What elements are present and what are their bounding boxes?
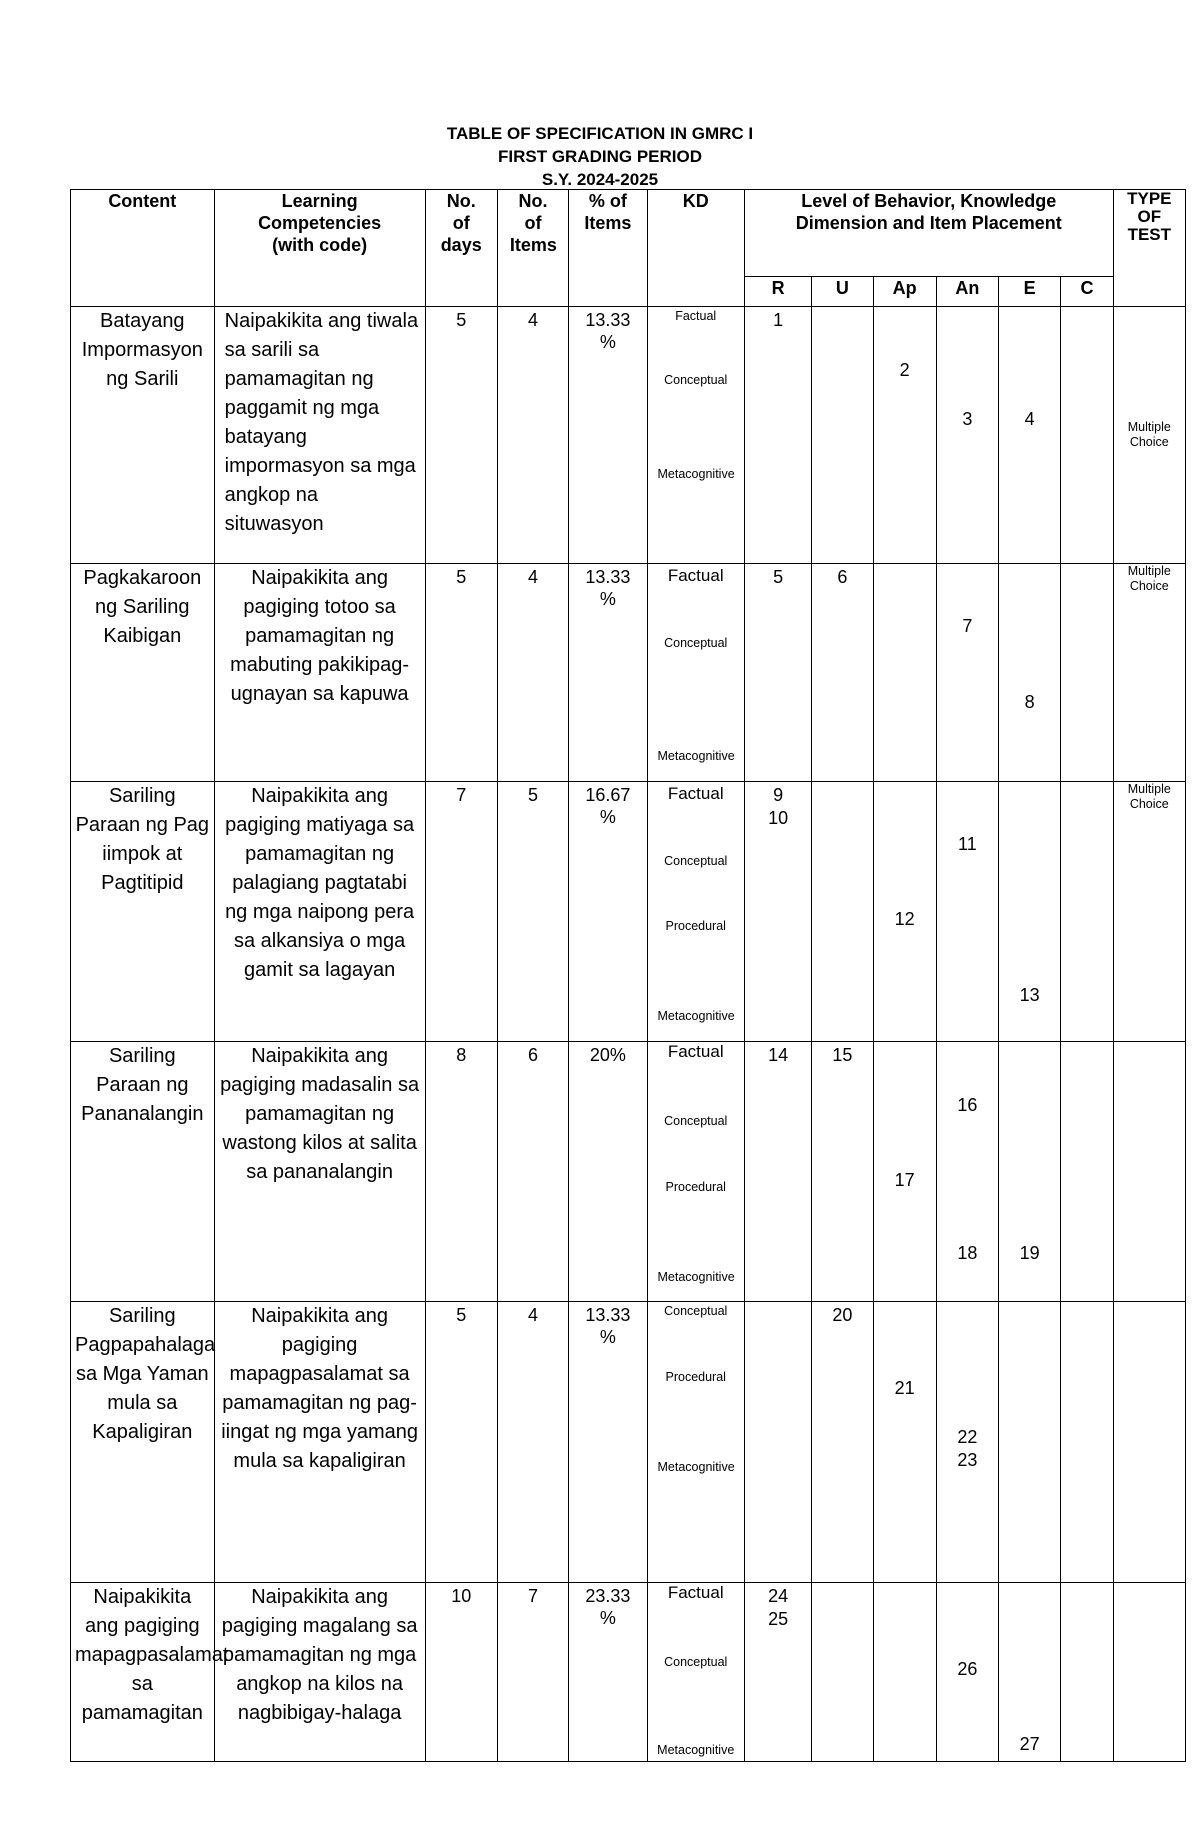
percent-cell: 23.33 % <box>569 1583 647 1762</box>
header-items: No. of Items <box>497 190 568 307</box>
type-cell <box>1113 1302 1185 1583</box>
level-u: U <box>812 277 873 307</box>
content-cell: Sariling Paraan ng Pananalangin <box>71 1042 215 1302</box>
kd-label: Metacognitive <box>657 1270 735 1284</box>
level-ap-cell <box>873 564 936 782</box>
level-e-cell: 4 <box>999 307 1061 564</box>
kd-label: Conceptual <box>664 636 728 650</box>
items-cell: 4 <box>497 307 568 564</box>
specification-table <box>70 189 1186 1762</box>
level-e: E <box>999 277 1061 307</box>
level-r-cell: 9 10 <box>744 782 811 1042</box>
table-row <box>71 782 1186 1042</box>
table-row <box>71 564 1186 782</box>
percent-cell: 20% <box>569 1042 647 1302</box>
level-ap-cell: 12 <box>873 782 936 1042</box>
days-cell: 8 <box>425 1042 497 1302</box>
days-cell: 5 <box>425 1302 497 1583</box>
level-an-cell: 22 23 <box>936 1302 998 1583</box>
kd-label: Factual <box>675 309 717 323</box>
kd-cell <box>647 564 744 782</box>
level-u-cell: 6 <box>812 564 873 782</box>
kd-label: Factual <box>667 1583 724 1602</box>
kd-label: Factual <box>667 566 724 585</box>
items-cell: 4 <box>497 1302 568 1583</box>
days-cell: 5 <box>425 307 497 564</box>
table-row <box>71 1302 1186 1583</box>
content-cell: Pagkakaroon ng Sariling Kaibigan <box>71 564 215 782</box>
school-year: S.Y. 2024-2025 <box>541 170 659 189</box>
level-r: R <box>744 277 811 307</box>
header-type: TYPE OF TEST <box>1113 190 1185 307</box>
level-c: C <box>1061 277 1113 307</box>
level-c-cell <box>1061 782 1113 1042</box>
level-an-cell: 16 18 <box>936 1042 998 1302</box>
kd-label: Conceptual <box>664 1114 728 1128</box>
items-cell: 7 <box>497 1583 568 1762</box>
kd-label: Factual <box>667 784 724 803</box>
level-e-cell: 27 <box>999 1583 1061 1762</box>
items-cell: 6 <box>497 1042 568 1302</box>
level-u-cell <box>812 1583 873 1762</box>
table-row <box>71 307 1186 564</box>
level-e-cell: 8 <box>999 564 1061 782</box>
percent-cell: 16.67 % <box>569 782 647 1042</box>
level-u-cell <box>812 307 873 564</box>
level-e-cell: 19 <box>999 1042 1061 1302</box>
kd-cell <box>647 782 744 1042</box>
kd-label: Procedural <box>665 1180 726 1194</box>
level-an: An <box>936 277 998 307</box>
competency-cell: Naipakikita ang pagiging mapagpasalamat sa pamamagitan ng pag-iingat ng mga yamang mula sa kapaligiran <box>214 1302 425 1583</box>
kd-label: Metacognitive <box>657 749 735 763</box>
kd-label: Metacognitive <box>657 467 735 481</box>
document-title: TABLE OF SPECIFICATION IN GMRC I <box>446 124 754 143</box>
kd-label: Procedural <box>665 919 726 933</box>
level-c-cell <box>1061 307 1113 564</box>
competency-cell: Naipakikita ang pagiging totoo sa pamamagitan ng mabuting pakikipag-ugnayan sa kapuwa <box>214 564 425 782</box>
level-ap-cell: 17 <box>873 1042 936 1302</box>
content-cell: Naipakikita ang pagiging mapagpasalamat sa pamamagitan <box>71 1583 215 1762</box>
kd-cell <box>647 1302 744 1583</box>
level-c-cell <box>1061 1583 1113 1762</box>
kd-cell <box>647 1583 744 1762</box>
level-u-cell: 20 <box>812 1302 873 1583</box>
kd-label: Metacognitive <box>657 1460 735 1474</box>
level-r-cell: 24 25 <box>744 1583 811 1762</box>
kd-label: Metacognitive <box>657 1743 735 1757</box>
type-cell: Multiple Choice <box>1113 307 1185 564</box>
kd-label: Procedural <box>665 1370 726 1384</box>
days-cell: 10 <box>425 1583 497 1762</box>
level-r-cell: 14 <box>744 1042 811 1302</box>
items-cell: 4 <box>497 564 568 782</box>
header-days: No. of days <box>425 190 497 307</box>
level-c-cell <box>1061 564 1113 782</box>
content-cell: Sariling Pagpapahalaga sa Mga Yaman mula sa Kapaligiran <box>71 1302 215 1583</box>
competency-cell: Naipakikita ang pagiging madasalin sa pamamagitan ng wastong kilos at salita sa pananalangin <box>214 1042 425 1302</box>
level-an-cell: 11 <box>936 782 998 1042</box>
kd-label: Conceptual <box>664 1304 728 1318</box>
kd-label: Metacognitive <box>657 1009 735 1023</box>
items-cell: 5 <box>497 782 568 1042</box>
type-cell: Multiple Choice <box>1113 564 1185 782</box>
level-an-cell: 7 <box>936 564 998 782</box>
days-cell: 7 <box>425 782 497 1042</box>
content-cell: Batayang Impormasyon ng Sarili <box>71 307 215 564</box>
grading-period: FIRST GRADING PERIOD <box>497 147 702 166</box>
kd-cell <box>647 1042 744 1302</box>
level-u-cell: 15 <box>812 1042 873 1302</box>
level-an-cell: 3 <box>936 307 998 564</box>
level-c-cell <box>1061 1042 1113 1302</box>
level-an-cell: 26 <box>936 1583 998 1762</box>
level-r-cell: 1 <box>744 307 811 564</box>
competency-cell: Naipakikita ang pagiging magalang sa pamamagitan ng mga angkop na kilos na nagbibigay-halaga <box>214 1583 425 1762</box>
kd-label: Factual <box>667 1042 724 1061</box>
percent-cell: 13.33 % <box>569 307 647 564</box>
kd-label: Conceptual <box>664 373 728 387</box>
type-cell: Multiple Choice <box>1113 782 1185 1042</box>
header-row <box>71 190 1186 277</box>
level-e-cell: 13 <box>999 782 1061 1042</box>
competency-cell: Naipakikita ang pagiging matiyaga sa pamamagitan ng palagiang pagtatabi ng mga naipong pera sa alkansiya o mga gamit sa lagayan <box>214 782 425 1042</box>
level-e-cell <box>999 1302 1061 1583</box>
content-cell: Sariling Paraan ng Pag iimpok at Pagtitipid <box>71 782 215 1042</box>
header-competencies: Learning Competencies (with code) <box>214 190 425 307</box>
level-r-cell <box>744 1302 811 1583</box>
table-row <box>71 1042 1186 1302</box>
percent-cell: 13.33 % <box>569 1302 647 1583</box>
level-ap: Ap <box>873 277 936 307</box>
type-cell <box>1113 1583 1185 1762</box>
competency-cell: Naipakikita ang tiwala sa sarili sa pamamagitan ng paggamit ng mga batayang impormasyon sa mga angkop na situwasyon <box>214 307 425 564</box>
document-header <box>70 122 1130 191</box>
header-content: Content <box>71 190 215 307</box>
level-c-cell <box>1061 1302 1113 1583</box>
level-ap-cell: 2 <box>873 307 936 564</box>
level-r-cell: 5 <box>744 564 811 782</box>
header-level: Level of Behavior, Knowledge Dimension and Item Placement <box>744 190 1113 277</box>
kd-cell <box>647 307 744 564</box>
level-ap-cell <box>873 1583 936 1762</box>
level-u-cell <box>812 782 873 1042</box>
table-row <box>71 1583 1186 1762</box>
days-cell: 5 <box>425 564 497 782</box>
level-ap-cell: 21 <box>873 1302 936 1583</box>
percent-cell: 13.33 % <box>569 564 647 782</box>
header-percent: % of Items <box>569 190 647 307</box>
header-kd: KD <box>647 190 744 307</box>
type-cell <box>1113 1042 1185 1302</box>
kd-label: Conceptual <box>664 1655 728 1669</box>
kd-label: Conceptual <box>664 854 728 868</box>
